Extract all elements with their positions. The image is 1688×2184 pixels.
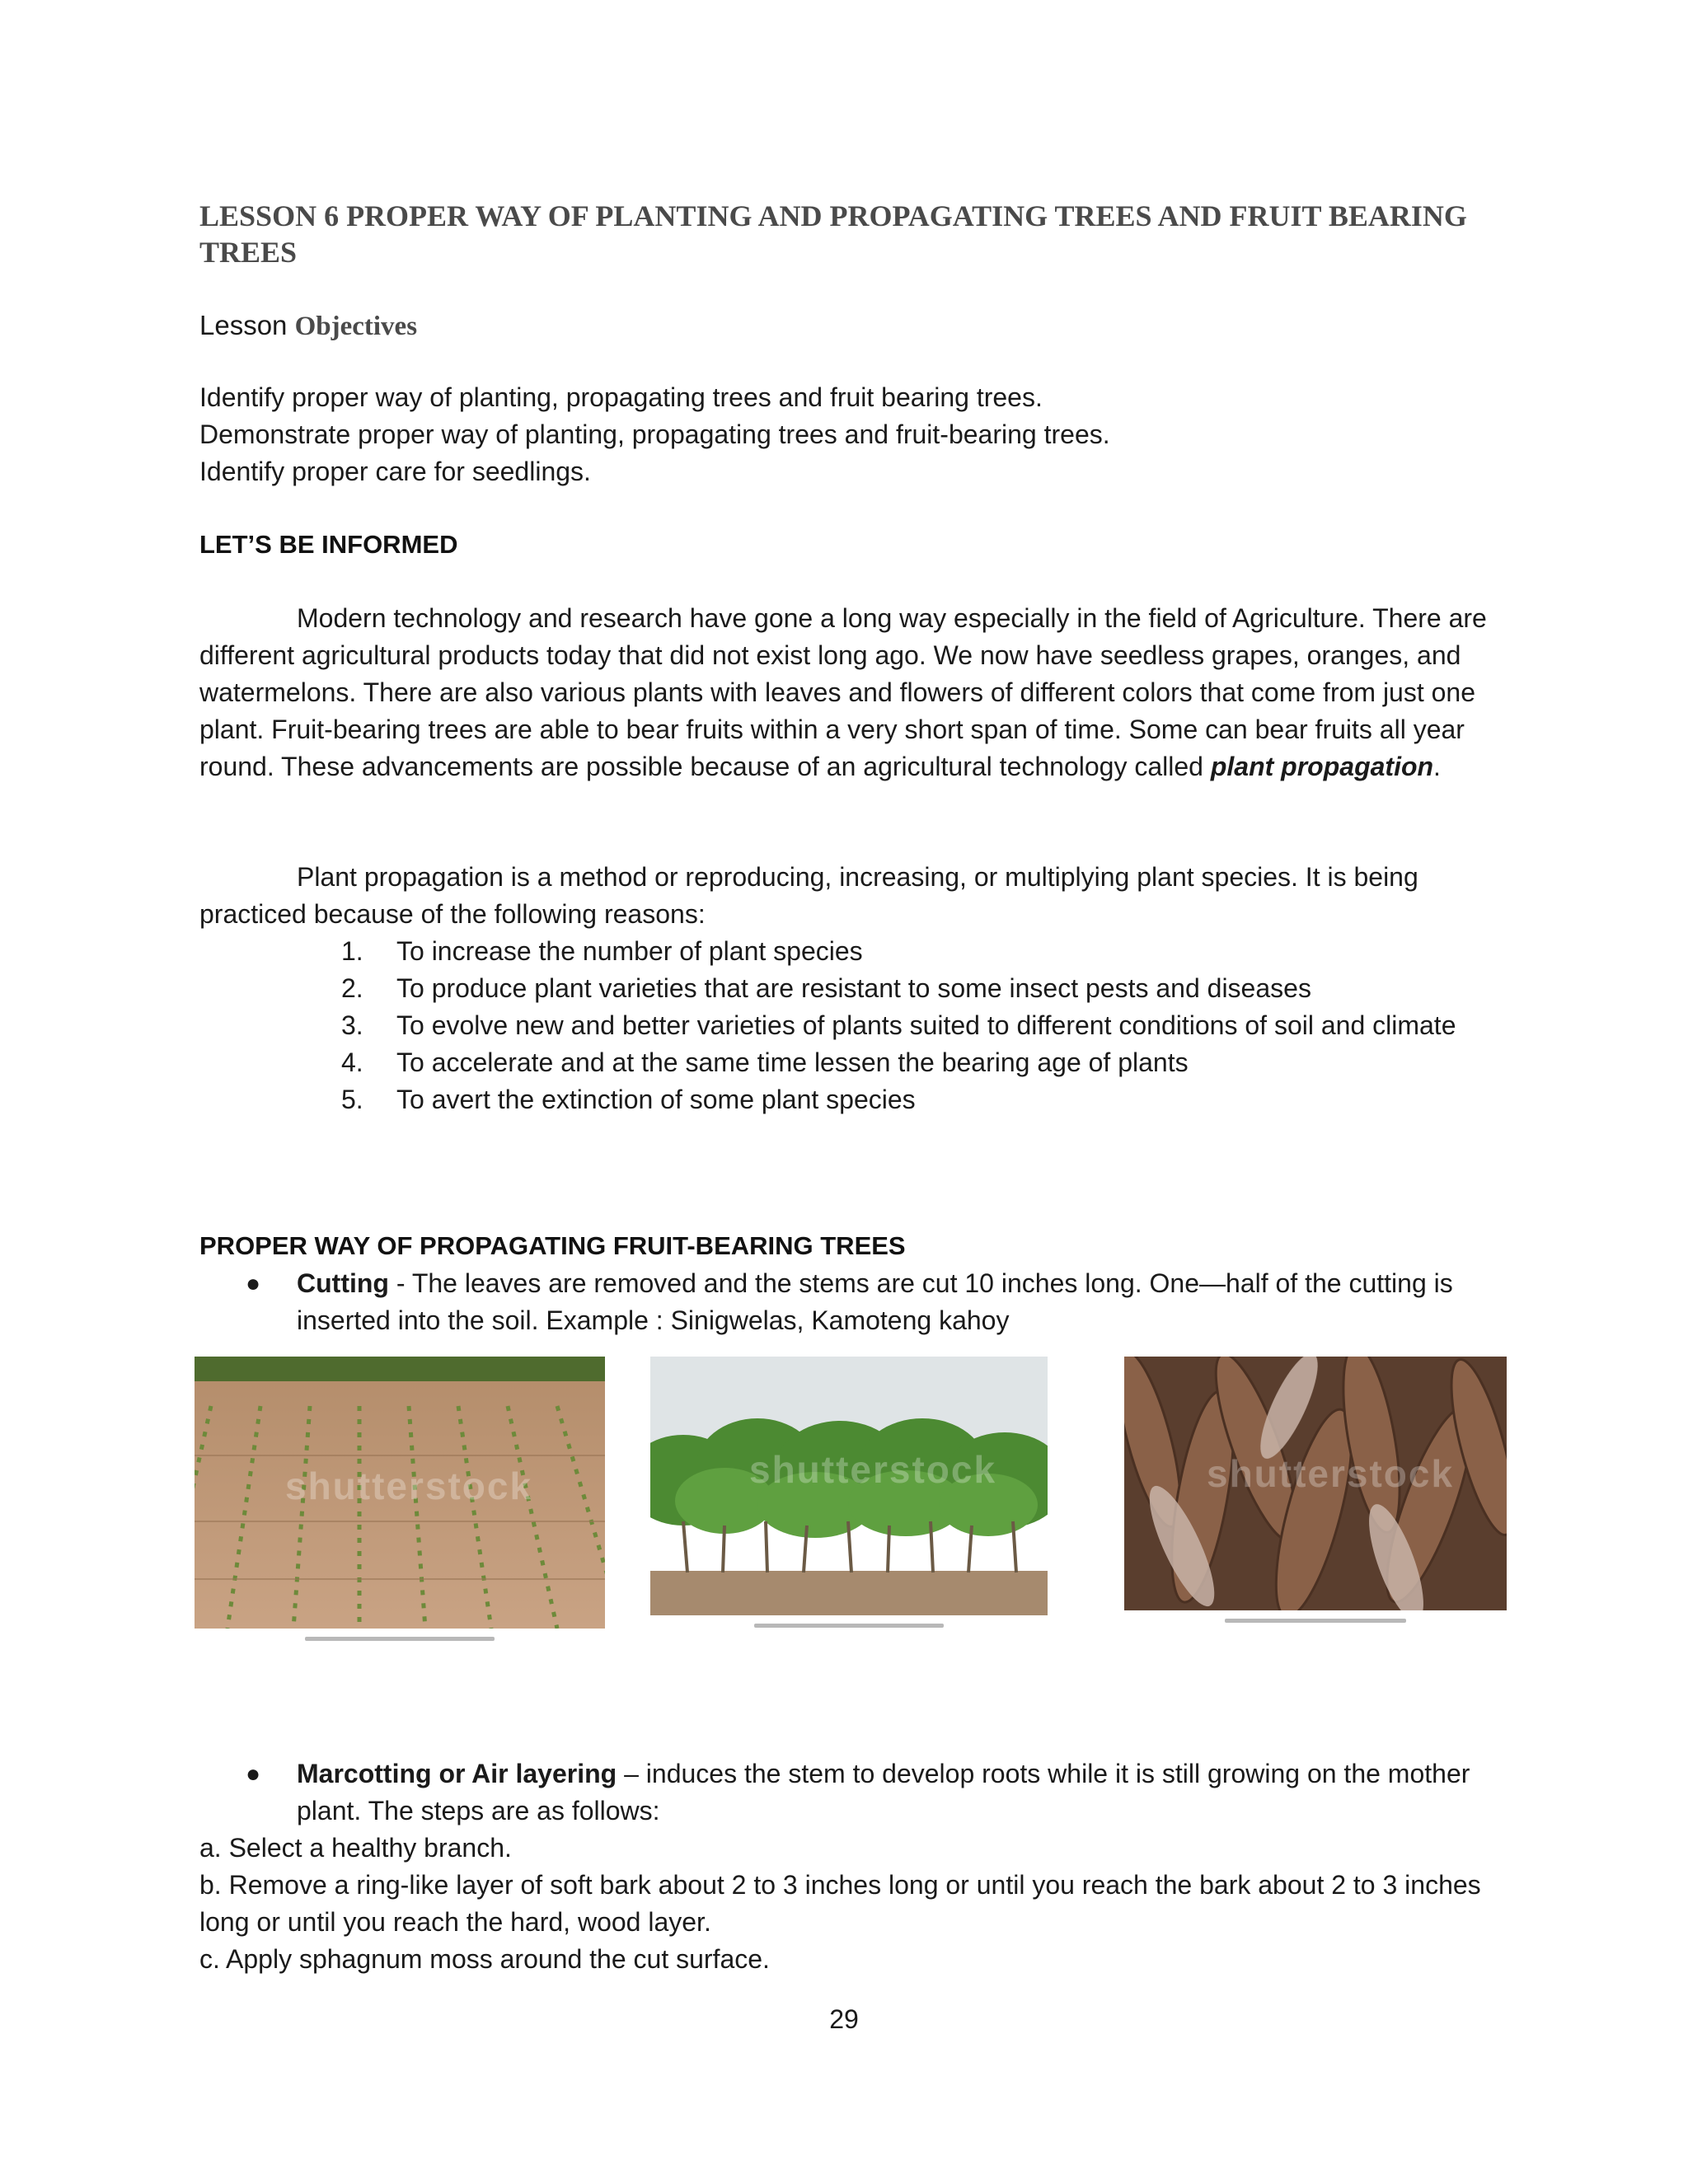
list-item [330,1081,1492,1118]
photo-watermark: shutterstock [749,1448,997,1491]
bullet-marcotting [247,1755,1493,1830]
marcotting-steps [199,1830,1493,1978]
objectives-heading-emph: Objectives [294,312,418,341]
emphasis-plant-propagation: plant propagation [1210,752,1434,781]
marcotting-description: – induces the stem to develop roots while it is still growing on the mother plant. The steps are as follows: [297,1759,1470,1825]
photo-cassava-roots [1124,1357,1507,1610]
objectives-heading [199,307,417,344]
bullet-icon: ● [246,1270,261,1297]
photo-caption [650,1617,1048,1633]
caption-line [1225,1619,1406,1623]
step-item: a. Select a healthy branch. [199,1833,512,1863]
list-item [330,933,1492,970]
list-number: 5. [341,1085,363,1114]
photo-watermark: shutterstock [285,1465,533,1507]
term-marcotting: Marcotting or Air layering [297,1759,617,1788]
list-text: To increase the number of plant species [396,936,863,966]
objectives-heading-prefix: Lesson [199,310,295,340]
step-item: c. Apply sphagnum moss around the cut surface. [199,1944,770,1974]
page-number: 29 [829,2004,859,2034]
reasons-list [330,933,1492,1118]
objective-item: Identify proper way of planting, propagating trees and fruit bearing trees. [199,382,1043,412]
lesson-title: LESSON 6 PROPER WAY OF PLANTING AND PROPAGATING TREES AND FRUIT BEARING TREES [199,199,1467,269]
cutting-description: - The leaves are removed and the stems are cut 10 inches long. One—half of the cutting is inserted into the soil. Example : Sinigwelas, Kamoteng kahoy [297,1268,1453,1335]
objectives-list [199,379,1110,490]
list-number: 3. [341,1010,363,1040]
list-text: To evolve new and better varieties of plants suited to different conditions of soil and climate [396,1010,1456,1040]
list-item [330,1007,1492,1044]
photo-watermark: shutterstock [1207,1452,1455,1495]
list-item [330,1044,1492,1081]
list-number: 1. [341,936,363,966]
objective-item: Demonstrate proper way of planting, propagating trees and fruit-bearing trees. [199,419,1110,449]
paragraph-text: Modern technology and research have gone a long way especially in the field of Agriculture. There are different agricultural products today that did not exist long ago. We now have seedless grapes, oranges, and watermelons. There are also various plants with leaves and flowers of different colors that come from just one plant. Fruit-bearing trees are able to bear fruits within a very short span of time. Some can bear fruits all year round. These advancements are possible because of an agricultural technology called [199,603,1487,781]
bullet-text [247,1755,1493,1830]
bullet-icon: ● [246,1760,261,1788]
caption-line [754,1624,944,1628]
list-text: To avert the extinction of some plant species [396,1085,916,1114]
objective-item: Identify proper care for seedlings. [199,457,591,486]
list-text: To accelerate and at the same time lessen the bearing age of plants [396,1047,1189,1077]
paragraph-plant-propagation: Plant propagation is a method or reproducing, increasing, or multiplying plant species. It is being practiced because of the following reasons: [199,862,1418,929]
photo-caption [1124,1612,1507,1629]
paragraph-end: . [1433,752,1441,781]
step-item: b. Remove a ring-like layer of soft bark about 2 to 3 inches long or until you reach the bark about 2 to 3 inches long or until you reach the hard, wood layer. [199,1870,1481,1937]
list-number: 2. [341,973,363,1003]
list-text: To produce plant varieties that are resistant to some insect pests and diseases [396,973,1311,1003]
section-heading-informed: LET’S BE INFORMED [199,530,458,559]
photo-planted-field [195,1357,605,1629]
list-number: 4. [341,1047,363,1077]
photo-caption [195,1630,605,1647]
section-heading-propagating: PROPER WAY OF PROPAGATING FRUIT-BEARING TREES [199,1231,906,1260]
caption-line [305,1637,495,1641]
bullet-text [247,1265,1493,1339]
paragraph-modern-technology [199,600,1493,785]
list-item [330,970,1492,1007]
bullet-cutting [247,1265,1493,1339]
photo-cassava-plants [650,1357,1048,1615]
term-cutting: Cutting [297,1268,389,1298]
